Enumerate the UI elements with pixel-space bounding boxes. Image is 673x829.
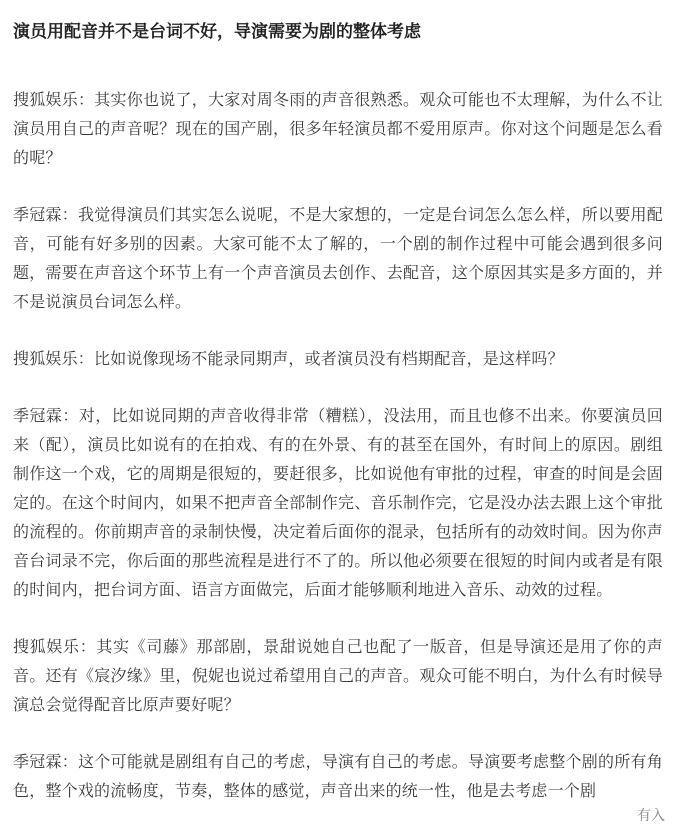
paragraph-4: 季冠霖：对，比如说同期的声音收得非常（糟糕），没法用，而且也修不出来。你要演员回来（配），演员比如说有的在拍戏、有的在外景、有的甚至在国外，有时间上的原因。剧组制作这一个戏，它的周期是很短的，要赶很多，比如说他有审批的过程，审查的时间是会固定的。在这个时间内，如果不把声音全部制作完、音乐制作完，它是没办法去跟上这个审批的流程的。你前期声音的录制快慢，决定着后面你的混录，包括所有的动效时间。因为你声音台词录不完，你后面的那些流程是进行不了的。所以他必须要在很短的时间内或者是有限的时间内，把台词方面、语言方面做完，后面才能够顺利地进入音乐、动效的过程。 [13,406,663,599]
paragraph-5: 搜狐娱乐：其实《司藤》那部剧，景甜说她自己也配了一版音，但是导演还是用了你的声音。还有《宸汐缘》里，倪妮也说过希望用自己的声音。观众可能不明白，为什么有时候导演总会觉得配音比原声要好呢？ [13,637,663,714]
paragraph-6: 季冠霖：这个可能就是剧组有自己的考虑，导演有自己的考虑。导演要考虑整个剧的所有角色，整个戏的流畅度，节奏，整体的感觉，声音出来的统一性，他是去考虑一个剧 [13,752,663,800]
watermark: 有入 [637,808,665,824]
paragraph-3: 搜狐娱乐：比如说像现场不能录同期声，或者演员没有档期配音，是这样吗？ [13,349,564,368]
paragraph-1: 搜狐娱乐：其实你也说了，大家对周冬雨的声音很熟悉。观众可能也不太理解，为什么不让演员用自己的声音呢？现在的国产剧，很多年轻演员都不爱用原声。你对这个问题是怎么看的呢？ [13,90,663,167]
article-title: 演员用配音并不是台词不好，导演需要为剧的整体考虑 [13,22,421,42]
paragraph-2: 季冠霖：我觉得演员们其实怎么说呢，不是大家想的，一定是台词怎么怎么样，所以要用配音，可能有好多别的因素。大家可能不太了解的，一个剧的制作过程中可能会遇到很多问题，需要在声音这个环节上有一个声音演员去创作、去配音，这个原因其实是多方面的，并不是说演员台词怎么样。 [13,205,663,311]
article [13,0,663,805]
